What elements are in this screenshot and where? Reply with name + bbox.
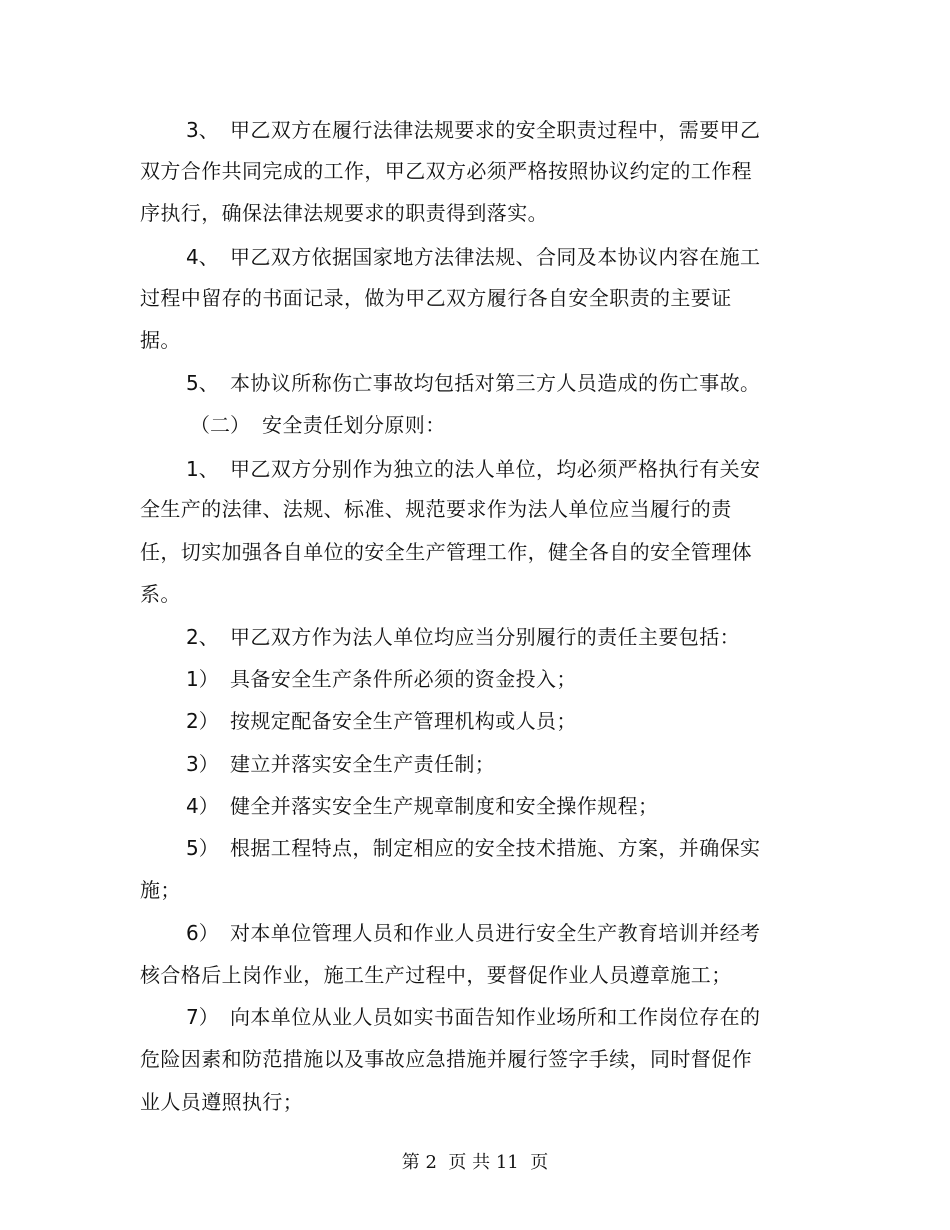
paragraph-line: 全生产的法律、法规、标准、规范要求作为法人单位应当履行的责 — [140, 497, 732, 521]
paragraph-line: 双方合作共同完成的工作，甲乙双方必须严格按照协议约定的工作程 — [140, 159, 752, 183]
item-number: 6） — [186, 921, 219, 945]
item-line: 对本单位管理人员和作业人员进行安全生产教育培训并经考 — [230, 921, 761, 945]
item-number: 2） — [186, 709, 219, 733]
paragraph-number: 5、 — [186, 371, 219, 395]
paragraph-line: 任，切实加强各自单位的安全生产管理工作，健全各自的安全管理体 — [140, 540, 752, 564]
paragraph-line: 系。 — [140, 582, 181, 606]
paragraph-number: 4、 — [186, 245, 219, 269]
paragraph-line: 甲乙双方在履行法律法规要求的安全职责过程中，需要甲乙 — [230, 118, 761, 142]
section-heading-label: （二） — [190, 413, 250, 437]
item-line: 建立并落实安全生产责任制； — [230, 752, 496, 776]
item-line: 健全并落实安全生产规章制度和安全操作规程； — [230, 794, 659, 818]
item-line: 向本单位从业人员如实书面告知作业场所和工作岗位存在的 — [230, 1005, 761, 1029]
item-line: 根据工程特点，制定相应的安全技术措施、方案，并确保实 — [230, 836, 761, 860]
item-line: 按规定配备安全生产管理机构或人员； — [230, 709, 577, 733]
section-heading-text: 安全责任划分原则： — [262, 413, 446, 437]
item-number: 7） — [186, 1005, 219, 1029]
item-line: 业人员遵照执行； — [140, 1090, 304, 1114]
page-footer: 第 2 页 共 11 页 — [401, 1152, 549, 1173]
paragraph-line: 甲乙双方依据国家地方法律法规、合同及本协议内容在施工 — [230, 245, 761, 269]
paragraph-line: 据。 — [140, 328, 181, 352]
paragraph-number: 3、 — [186, 118, 219, 142]
item-number: 3） — [186, 752, 219, 776]
paragraph-line: 过程中留存的书面记录，做为甲乙双方履行各自安全职责的主要证 — [140, 286, 732, 310]
item-line: 核合格后上岗作业，施工生产过程中，要督促作业人员遵章施工； — [140, 963, 732, 987]
item-number: 1） — [186, 667, 219, 691]
paragraph-line: 甲乙双方分别作为独立的法人单位，均必须严格执行有关安 — [230, 457, 761, 481]
item-number: 5） — [186, 836, 219, 860]
paragraph-number: 2、 — [186, 625, 219, 649]
paragraph-line: 序执行，确保法律法规要求的职责得到落实。 — [140, 201, 548, 225]
item-line: 施； — [140, 878, 181, 902]
paragraph-line: 本协议所称伤亡事故均包括对第三方人员造成的伤亡事故。 — [230, 371, 761, 395]
item-line: 具备安全生产条件所必须的资金投入； — [230, 667, 577, 691]
item-number: 4） — [186, 794, 219, 818]
item-line: 危险因素和防范措施以及事故应急措施并履行签字手续，同时督促作 — [140, 1047, 752, 1071]
paragraph-number: 1、 — [186, 457, 219, 481]
paragraph-line: 甲乙双方作为法人单位均应当分别履行的责任主要包括： — [230, 625, 740, 649]
